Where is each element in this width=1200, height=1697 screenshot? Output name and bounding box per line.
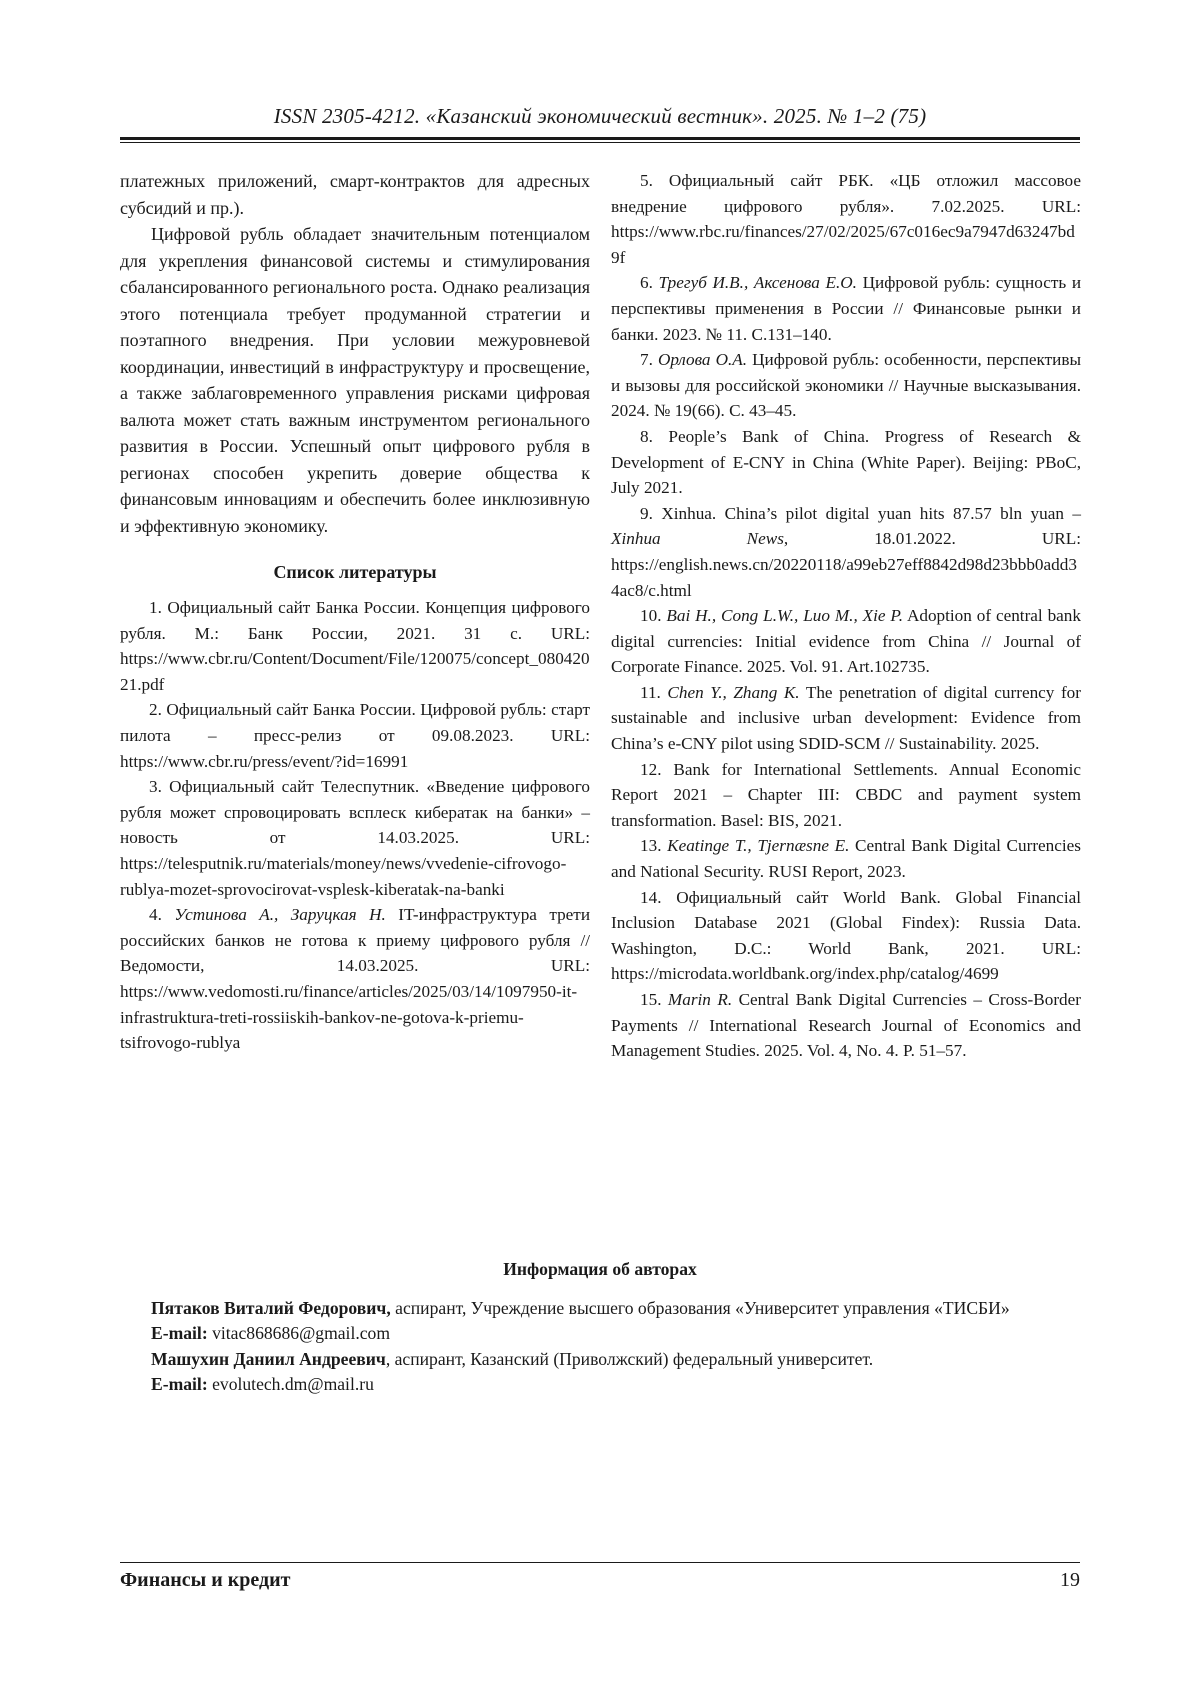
reference-item: 13. Keatinge T., Tjernæsne E. Central Bank Digital Currencies and National Security. RUSI Report, 2023. [611, 836, 1081, 882]
header-rule-thin [120, 142, 1080, 143]
author-1: Пятаков Виталий Федорович, аспирант, Учреждение высшего образования «Университет управления «ТИСБИ» [151, 1297, 1010, 1318]
footer-section-title: Финансы и кредит [120, 1569, 291, 1591]
author-1-email: E-mail: vitac868686@gmail.com [151, 1323, 391, 1343]
reference-author: Трегуб И.В., Аксенова Е.О. [658, 273, 857, 293]
reference-item: 8. People’s Bank of China. Progress of Research & Development of E-CNY in China (White Paper). Beijing: PBoC, July 2021. [611, 426, 1082, 498]
reference-item: 3. Официальный сайт Телеспутник. «Введение цифрового рубля может спровоцировать всплеск кибератак на банки» – новость от 14.03.2025. URL: https://telesputnik.ru/materials/money/news/vvedenie-cifrovogo-rublya-mozet-sprovocirovat-vsplesk-kiberatak-na-banki [120, 777, 590, 899]
right-column [611, 168, 1081, 1064]
reference-author: Keatinge T., Tjernæsne E. [667, 836, 850, 856]
conclusion-paragraph: Цифровой рубль обладает значительным потенциалом для укрепления финансовой системы и стимулирования сбалансированного регионального роста. Однако реализация этого потенциала требует продуманной стратегии и поэтапного внедрения. При условии межуровневой координации, инвестиций в инфраструктуру и просвещение, а также заблаговременного управления рисками цифровая валюта может стать важным инструментом регионального развития в России. Успешный опыт цифрового рубля в регионах способен укрепить доверие общества к финансовым инновациям и обеспечить более инклюзивную и эффективную экономику. [120, 224, 590, 536]
reference-item: 7. Орлова О.А. Цифровой рубль: особенности, перспективы и вызовы для российской экономики // Научные высказывания. 2024. № 19(66). С. 43–45. [611, 350, 1082, 421]
left-column [120, 168, 590, 1056]
author-info-heading: Информация об авторах [503, 1259, 697, 1279]
body-continuation: платежных приложений, смарт-контрактов для адресных субсидий и пр.). [120, 171, 590, 218]
reference-item: 4. Устинова А., Заруцкая Н. IT-инфраструктура трети российских банков не готова к приему цифрового рубля // Ведомости, 14.03.2025. URL: https://www.vedomosti.ru/finance/articles/2025/03/14/1097950-it-infrastruktura-treti-rossiiskih-bankov-ne-gotova-k-priemu-tsifrovogo-rublya [120, 905, 591, 1053]
reference-author: Устинова А., Заруцкая Н. [174, 905, 386, 925]
author-info-section [120, 1257, 1080, 1398]
header-rule-thick [120, 137, 1080, 140]
reference-journal: Xinhua News [611, 529, 784, 549]
reference-item: 6. Трегуб И.В., Аксенова Е.О. Цифровой рубль: сущность и перспективы применения в России // Финансовые рынки и банки. 2023. № 11. С.131–140. [611, 273, 1082, 344]
reference-author: Chen Y., Zhang K. [667, 682, 800, 702]
reference-item: 5. Официальный сайт РБК. «ЦБ отложил массовое внедрение цифрового рубля». 7.02.2025. URL: https://www.rbc.ru/finances/27/02/2025/67c016ec9a7947d63247bd9f [611, 171, 1081, 267]
references-heading: Список литературы [273, 562, 437, 582]
author-2: Машухин Даниил Андреевич, аспирант, Казанский (Приволжский) федеральный университет. [151, 1348, 874, 1369]
reference-author: Орлова О.А. [657, 350, 748, 370]
author-2-email: E-mail: evolutech.dm@mail.ru [151, 1374, 374, 1394]
reference-item: 1. Официальный сайт Банка России. Концепция цифрового рубля. М.: Банк России, 2021. 31 с. URL: https://www.cbr.ru/Content/Document/File/120075/concept_08042021.pdf [120, 598, 590, 694]
reference-item: 2. Официальный сайт Банка России. Цифровой рубль: старт пилота – пресс-релиз от 09.08.2023. URL: https://www.cbr.ru/press/event/?id=16991 [120, 700, 590, 771]
reference-item: 11. Chen Y., Zhang K. The penetration of digital currency for sustainable and inclusive urban development: Evidence from China’s e-CNY pilot using SDID-SCM // Sustainability. 2025. [611, 682, 1081, 754]
reference-item: 14. Официальный сайт World Bank. Global Financial Inclusion Database 2021 (Global Findex): Russia Data. Washington, D.C.: World Bank, 2021. URL: https://microdata.worldbank.org/index.php/catalog/4699 [611, 887, 1081, 984]
reference-item: 9. Xinhua. China’s pilot digital yuan hits 87.57 bln yuan – Xinhua News, 18.01.2022. URL: https://english.news.cn/20220118/a99eb27eff8842d98d23bbb0add34ac8/c.html [611, 503, 1081, 600]
reference-item: 12. Bank for International Settlements. Annual Economic Report 2021 – Chapter III: CBDC and payment system transformation. Basel: BIS, 2021. [611, 759, 1081, 830]
running-header: ISSN 2305-4212. «Казанский экономический вестник». 2025. № 1–2 (75) [273, 104, 927, 128]
reference-author: Marin R. [667, 990, 733, 1009]
footer-rule [120, 1562, 1080, 1563]
page-number: 19 [1060, 1569, 1080, 1591]
reference-item: 10. Bai H., Cong L.W., Luo M., Xie P. Adoption of central bank digital currencies: Initial evidence from China // Journal of Corporate Finance. 2025. Vol. 91. Art.102735. [611, 606, 1081, 677]
reference-author: Bai H., Cong L.W., Luo M., Xie P. [666, 606, 903, 626]
reference-item: 15. Marin R. Central Bank Digital Currencies – Cross-Border Payments // International Research Journal of Economics and Management Studies. 2025. Vol. 4, No. 4. P. 51–57. [611, 990, 1081, 1061]
